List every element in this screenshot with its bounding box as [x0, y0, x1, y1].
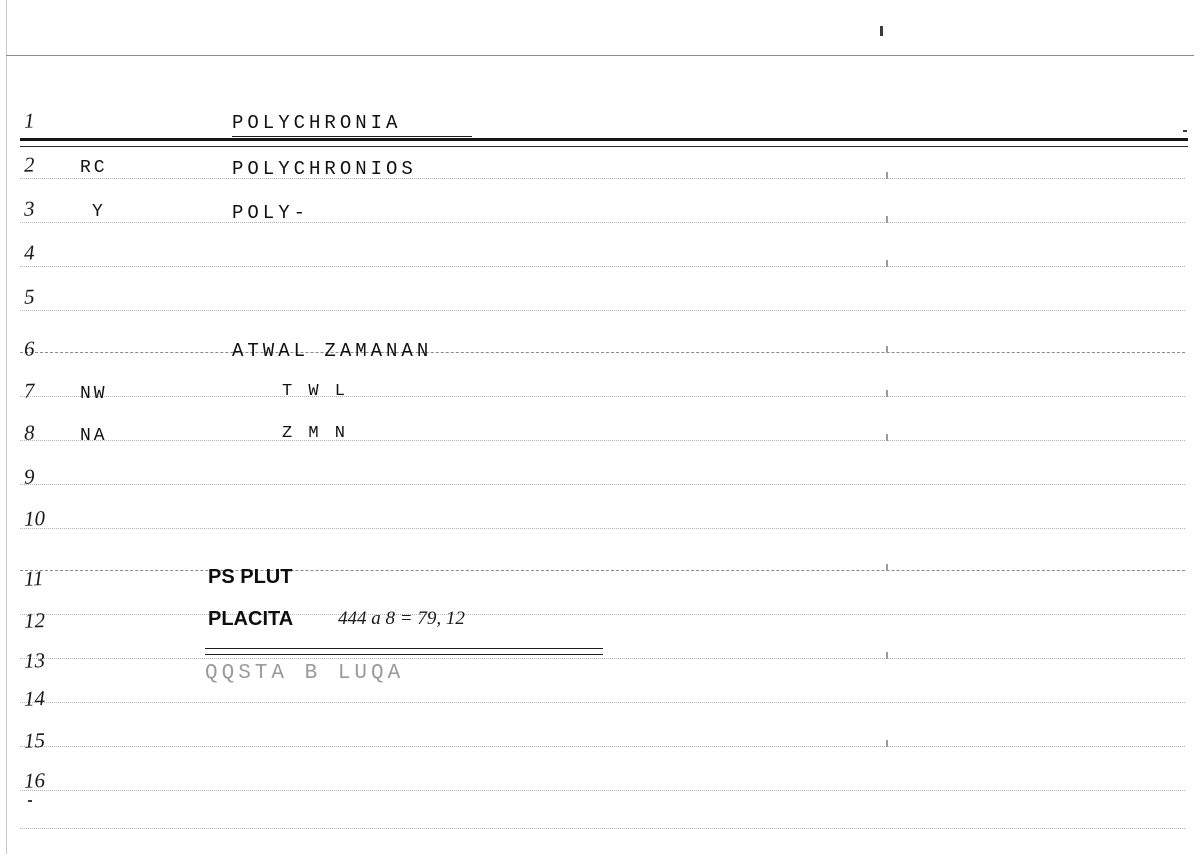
rule-tick — [886, 740, 888, 747]
line-number: 9 — [23, 464, 35, 489]
line-code-nw: NW — [80, 384, 108, 404]
entry-line-6: ATWAL ZAMANAN — [232, 340, 433, 362]
line-number: 11 — [23, 566, 44, 591]
headword-text: POLYCHRONIA — [232, 112, 402, 134]
entry-line-14-faded: QQSTA B LUQA — [205, 662, 405, 685]
form-rule — [20, 828, 1185, 829]
form-rule — [20, 746, 1185, 747]
entry-line-11-source: PS PLUT — [208, 566, 293, 588]
entry-line-12-work: PLACITA — [208, 608, 294, 630]
entry-line-7: T W L — [282, 382, 349, 401]
line-code-na: NA — [80, 426, 108, 446]
line-number: 4 — [23, 240, 35, 265]
form-rule — [20, 528, 1185, 529]
rule-tick — [886, 652, 888, 659]
section-underline — [205, 648, 603, 649]
rule-tick — [886, 390, 888, 397]
form-rule — [20, 440, 1185, 441]
scan-speck — [880, 26, 883, 36]
form-rule — [20, 614, 1185, 615]
form-rule — [20, 352, 1185, 353]
entry-line-12-reference: 444 a 8 = 79, 12 — [338, 608, 465, 629]
form-rule — [20, 178, 1185, 179]
page-edge-left — [6, 0, 7, 854]
line-number: 1 — [23, 108, 35, 133]
rule-tick — [886, 564, 888, 571]
form-rule — [20, 266, 1185, 267]
line-number: 12 — [23, 607, 46, 633]
line-code-rc: RC — [80, 158, 108, 178]
line-number: 10 — [23, 505, 46, 531]
rule-tick — [886, 216, 888, 223]
form-rule — [20, 790, 1185, 791]
form-rule — [20, 396, 1185, 397]
form-rule — [20, 484, 1185, 485]
headword-separator-thin — [20, 146, 1188, 147]
section-underline-2 — [205, 654, 603, 655]
form-rule — [20, 702, 1185, 703]
rule-tick — [886, 260, 888, 267]
line-number: 8 — [23, 420, 35, 445]
headword-underline — [232, 136, 472, 137]
line-code-y: Y — [92, 202, 106, 222]
line-number: 3 — [23, 196, 35, 221]
rule-tick — [886, 434, 888, 441]
line-number: 14 — [23, 685, 46, 711]
form-rule — [20, 570, 1185, 571]
line-number: 13 — [23, 647, 46, 673]
line-number: 6 — [23, 336, 35, 361]
scan-speck — [1183, 130, 1187, 132]
line-number: 16 — [23, 767, 46, 793]
line-number: 7 — [23, 378, 35, 403]
headword-separator — [20, 138, 1188, 141]
form-rule — [20, 222, 1185, 223]
scan-speck — [28, 800, 32, 802]
entry-line-8: Z M N — [282, 424, 349, 443]
line-number: 15 — [23, 727, 46, 753]
form-rule — [20, 658, 1185, 659]
form-rule — [20, 310, 1185, 311]
entry-line-3: POLY- — [232, 202, 310, 224]
line-number: 2 — [23, 152, 35, 177]
rule-tick — [886, 172, 888, 179]
line-number: 5 — [23, 284, 35, 309]
entry-line-2: POLYCHRONIOS — [232, 158, 417, 180]
rule-tick — [886, 346, 888, 353]
page-edge-top — [6, 55, 1194, 56]
